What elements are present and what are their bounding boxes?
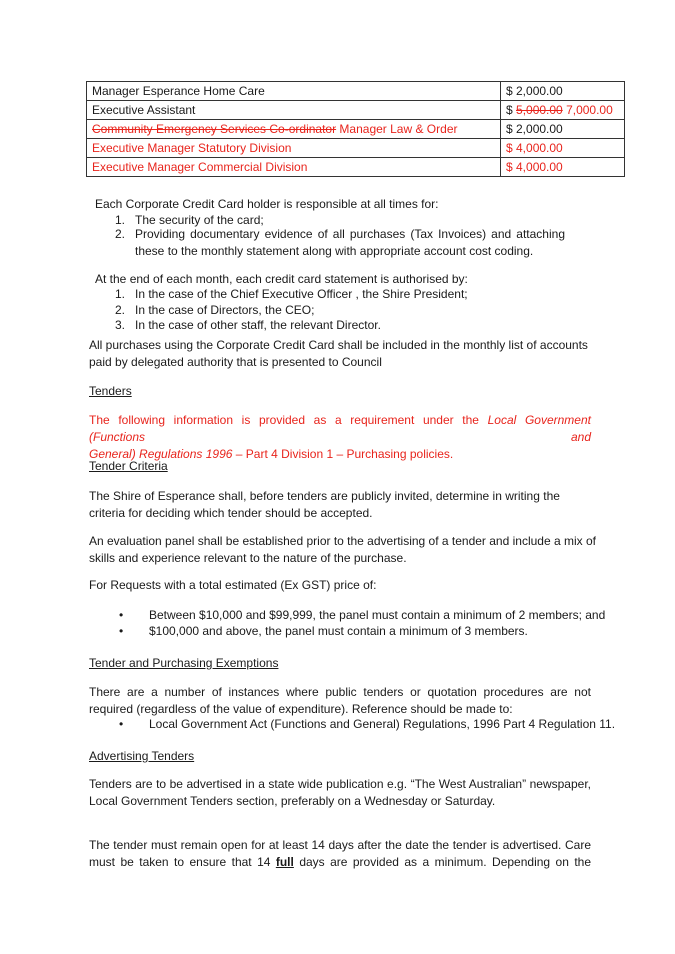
open-period-paragraph: The tender must remain open for at least 14 days after the date the tender is advertised. Care must be taken to ensure that 14 full days are provided as a minimum. Depending on the: [89, 838, 591, 869]
criteria-paragraph: The Shire of Esperance shall, before tenders are publicly invited, determine in writing the criteria for deciding which tender should be accepted.: [89, 489, 560, 520]
table-row: [87, 82, 625, 101]
credit-limit-table: [86, 81, 625, 177]
list-item: • $100,000 and above, the panel must contain a minimum of 3 members.: [119, 624, 528, 638]
amount-inserted: 7,000.00: [562, 103, 613, 117]
list-item: • Between $10,000 and $99,999, the panel must contain a minimum of 2 members; and: [119, 608, 606, 622]
requests-paragraph: For Requests with a total estimated (Ex GST) price of:: [89, 578, 377, 592]
purchases-paragraph: All purchases using the Corporate Credit Card shall be included in the monthly list of accounts paid by delegated authority that is presented to Council: [89, 338, 588, 369]
requirement-paragraph: The following information is provided as a requirement under the Local Government (Functions and General) Regulations 1996 – Part 4 Division 1 – Purchasing policies.: [89, 413, 591, 461]
list-item: 1. The security of the card;: [115, 213, 264, 227]
section-heading-exemptions: Tender and Purchasing Exemptions: [89, 656, 279, 670]
authorisation-intro: At the end of each month, each credit card statement is authorised by:: [95, 272, 468, 286]
table-cell-role: Manager Esperance Home Care: [87, 82, 501, 101]
table-row: [87, 120, 625, 139]
table-cell-role: [87, 120, 501, 139]
table-cell-role: Executive Manager Statutory Division: [87, 139, 501, 158]
table-cell-amount: $ 2,000.00: [501, 82, 625, 101]
list-item: 1. In the case of the Chief Executive Officer , the Shire President;: [115, 287, 468, 301]
table-cell-role: Executive Manager Commercial Division: [87, 158, 501, 177]
section-heading-advertising: Advertising Tenders: [89, 749, 195, 763]
role-inserted: Manager Law & Order: [336, 122, 458, 136]
table-row: [87, 139, 625, 158]
list-item: • Local Government Act (Functions and General) Regulations, 1996 Part 4 Regulation 11.: [119, 717, 616, 731]
amount-deleted: 5,000.00: [516, 103, 563, 117]
advertising-paragraph: Tenders are to be advertised in a state wide publication e.g. “The West Australian” newspaper, Local Government Tenders section, preferably on a Wednesday or Saturday.: [89, 777, 591, 808]
amount-prefix: $: [506, 103, 517, 117]
table-cell-amount: $ 2,000.00: [501, 120, 625, 139]
section-heading-tenders: Tenders: [89, 384, 132, 398]
table-row: [87, 158, 625, 177]
list-item: 3. In the case of other staff, the relevant Director.: [115, 318, 381, 332]
section-heading-tender-criteria: Tender Criteria: [89, 459, 168, 473]
panel-paragraph: An evaluation panel shall be established prior to the advertising of a tender and include a mix of skills and experience relevant to the nature of the purchase.: [89, 534, 596, 565]
role-deleted: Community Emergency Services Co-ordinator: [92, 122, 337, 136]
table-cell-amount: $ 4,000.00: [501, 139, 625, 158]
table-cell-amount: [501, 101, 625, 120]
exemptions-paragraph: There are a number of instances where public tenders or quotation procedures are not required (regardless of the value of expenditure). Reference should be made to:: [89, 685, 591, 716]
table-cell-role: Executive Assistant: [87, 101, 501, 120]
table-cell-amount: $ 4,000.00: [501, 158, 625, 177]
emphasis-full: full: [275, 855, 294, 869]
card-holder-intro: Each Corporate Credit Card holder is responsible at all times for:: [95, 197, 439, 211]
table-row: [87, 101, 625, 120]
list-item: 2. In the case of Directors, the CEO;: [115, 303, 315, 317]
list-item: 2. Providing documentary evidence of all purchases (Tax Invoices) and attaching these to the monthly statement along with appropriate account cost coding.: [115, 227, 565, 258]
